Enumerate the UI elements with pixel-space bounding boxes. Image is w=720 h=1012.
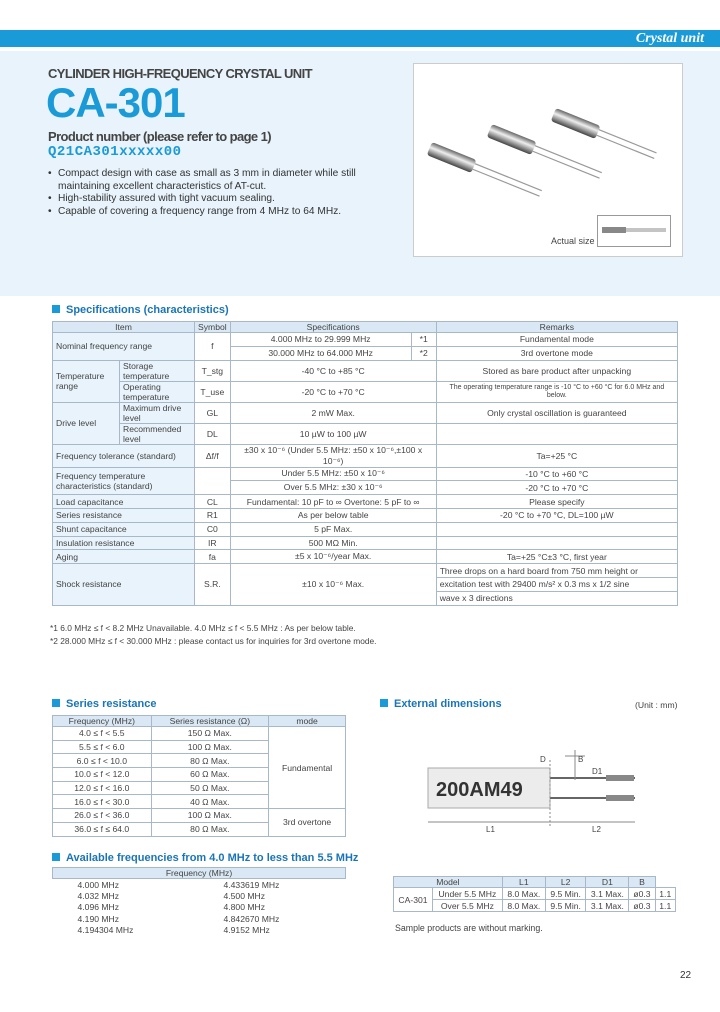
top-banner [0,30,720,47]
table-row: 30.000 MHz to 64.000 MHz *2 3rd overtone mode [53,346,678,360]
table-row: 26.0 ≤ f < 36.0 100 Ω Max. 3rd overtone [53,809,346,823]
table-row: 4.096 MHz 4.800 MHz [77,902,266,913]
table-row: wave x 3 directions [53,591,678,605]
table-row: CA-301 Under 5.5 MHz 8.0 Max. 9.5 Min. 3.1 Max. ø0.3 1.1 [394,888,676,900]
label-l2: L2 [592,825,601,834]
header-specs: Specifications [230,322,436,333]
note-1: *1 6.0 MHz ≤ f < 8.2 MHz Unavailable. 4.0 MHz ≤ f < 5.5 MHz : As per below table. [50,623,356,633]
table-row: Operating temperature T_use -20 °C to +70 °C The operating temperature range is -10 °C to +60 °C for 6.0 MHz and below. [53,381,678,402]
table-row: Recommended level DL 10 µW to 100 µW [53,423,678,444]
actual-size-box [597,215,671,247]
ed-header-model: Model [394,877,503,888]
table-row: 4.032 MHz 4.500 MHz [77,890,266,901]
available-title: Available frequencies from 4.0 MHz to less than 5.5 MHz [52,852,358,864]
table-row: 5.5 ≤ f < 6.0 100 Ω Max. [53,740,346,754]
series-resistance-title: Series resistance [52,698,157,710]
table-row: Aging fa ±5 x 10⁻⁶/year Max. Ta=+25 °C±3 °C, first year [53,550,678,564]
product-model: CA-301 [46,79,185,126]
feature-item: • Compact design with case as small as 3 mm in diameter while still maintaining excellent characteristics of AT-cut. [48,168,403,193]
sr-header-mode: mode [269,716,346,727]
table-row: Frequency temperature characteristics (standard) Under 5.5 MHz: ±50 x 10⁻⁶ -10 °C to +60 °C [53,467,678,481]
label-l1: L1 [486,825,495,834]
spec-notes [50,622,377,647]
table-row: 4.194304 MHz 4.9152 MHz [77,924,270,935]
ed-header-l2: L2 [545,877,586,888]
table-row: 10.0 ≤ f < 12.0 60 Ω Max. [53,768,346,782]
table-row: Load capacitance CL Fundamental: 10 pF to ∞ Overtone: 5 pF to ∞ Please specify [53,495,678,509]
table-row: 4.190 MHz 4.842670 MHz [77,913,280,924]
actual-size-illustration [598,216,670,246]
label-d: D [540,755,546,764]
header-item: Item [53,322,195,333]
dimensions-table [393,876,676,912]
series-resistance-table [52,715,346,837]
ed-header-l1: L1 [502,877,545,888]
ed-header-b: B [629,877,655,888]
page-number: 22 [680,970,692,981]
table-row: Frequency tolerance (standard) Δf/f ±30 x 10⁻⁶ (Under 5.5 MHz: ±50 x 10⁻⁶,±100 x 10⁻⁶) Ta=+25 °C [53,444,678,467]
product-number-label: Product number (please refer to page 1) [48,129,271,144]
table-row: Over 5.5 MHz: ±30 x 10⁻⁶ -20 °C to +70 °C [53,481,678,495]
table-row: 4.000 MHz 4.433619 MHz [77,879,280,890]
ed-header-d1: D1 [586,877,629,888]
table-row: Shunt capacitance C0 5 pF Max. [53,522,678,536]
dimension-drawing [420,740,660,845]
table-row: 4.0 ≤ f < 5.5 150 Ω Max. Fundamental [53,727,346,741]
table-row: Drive level Maximum drive level GL 2 mW Max. Only crystal oscillation is guaranteed [53,402,678,423]
sample-note: Sample products are without marking. [395,923,543,933]
available-frequencies-table [52,867,346,935]
specs-title: Specifications (characteristics) [52,304,229,316]
table-row: Series resistance R1 As per below table -20 °C to +70 °C, DL=100 µW [53,508,678,522]
af-header: Frequency (MHz) [53,868,346,879]
table-row: 12.0 ≤ f < 16.0 50 Ω Max. [53,781,346,795]
table-row: 36.0 ≤ f ≤ 64.0 80 Ω Max. [53,822,346,836]
table-row: Temperature range Storage temperature T_stg -40 °C to +85 °C Stored as bare product after unpacking [53,360,678,381]
section-title: Crystal unit [635,31,704,46]
table-row: 16.0 ≤ f < 30.0 40 Ω Max. [53,795,346,809]
sr-header-res: Series resistance (Ω) [151,716,269,727]
header-symbol: Symbol [195,322,231,333]
crystal-dimension-diagram [420,740,660,840]
table-row: 6.0 ≤ f < 10.0 80 Ω Max. [53,754,346,768]
unit-label: (Unit : mm) [635,700,678,710]
product-number: Q21CA301xxxxx00 [48,144,182,160]
specifications-table [52,321,678,606]
label-b: B [578,755,584,764]
external-dimensions-title: External dimensions [380,698,502,710]
table-row: Insulation resistance IR 500 MΩ Min. [53,536,678,550]
crystal-marking: 200AM49 [436,779,523,801]
actual-size-label: Actual size [551,236,595,246]
sr-header-freq: Frequency (MHz) [53,716,152,727]
label-d1: D1 [592,767,603,776]
table-row: Shock resistance S.R. ±10 x 10⁻⁶ Max. Three drops on a hard board from 750 mm height or [53,564,678,578]
table-row: excitation test with 29400 m/s² x 0.3 ms x 1/2 sine [53,577,678,591]
note-2: *2 28.000 MHz ≤ f < 30.000 MHz : please contact us for inquiries for 3rd overtone mode. [50,635,377,646]
header-remarks: Remarks [436,322,677,333]
feature-item: • Capable of covering a frequency range from 4 MHz to 64 MHz. [48,206,403,219]
feature-list [48,168,403,218]
table-row: Over 5.5 MHz 8.0 Max. 9.5 Min. 3.1 Max. ø0.3 1.1 [394,900,676,912]
table-row: Nominal frequency range f 4.000 MHz to 29.999 MHz *1 Fundamental mode [53,333,678,347]
product-subtitle: CYLINDER HIGH-FREQUENCY CRYSTAL UNIT [48,66,312,81]
feature-item: • High-stability assured with tight vacuum sealing. [48,193,403,206]
